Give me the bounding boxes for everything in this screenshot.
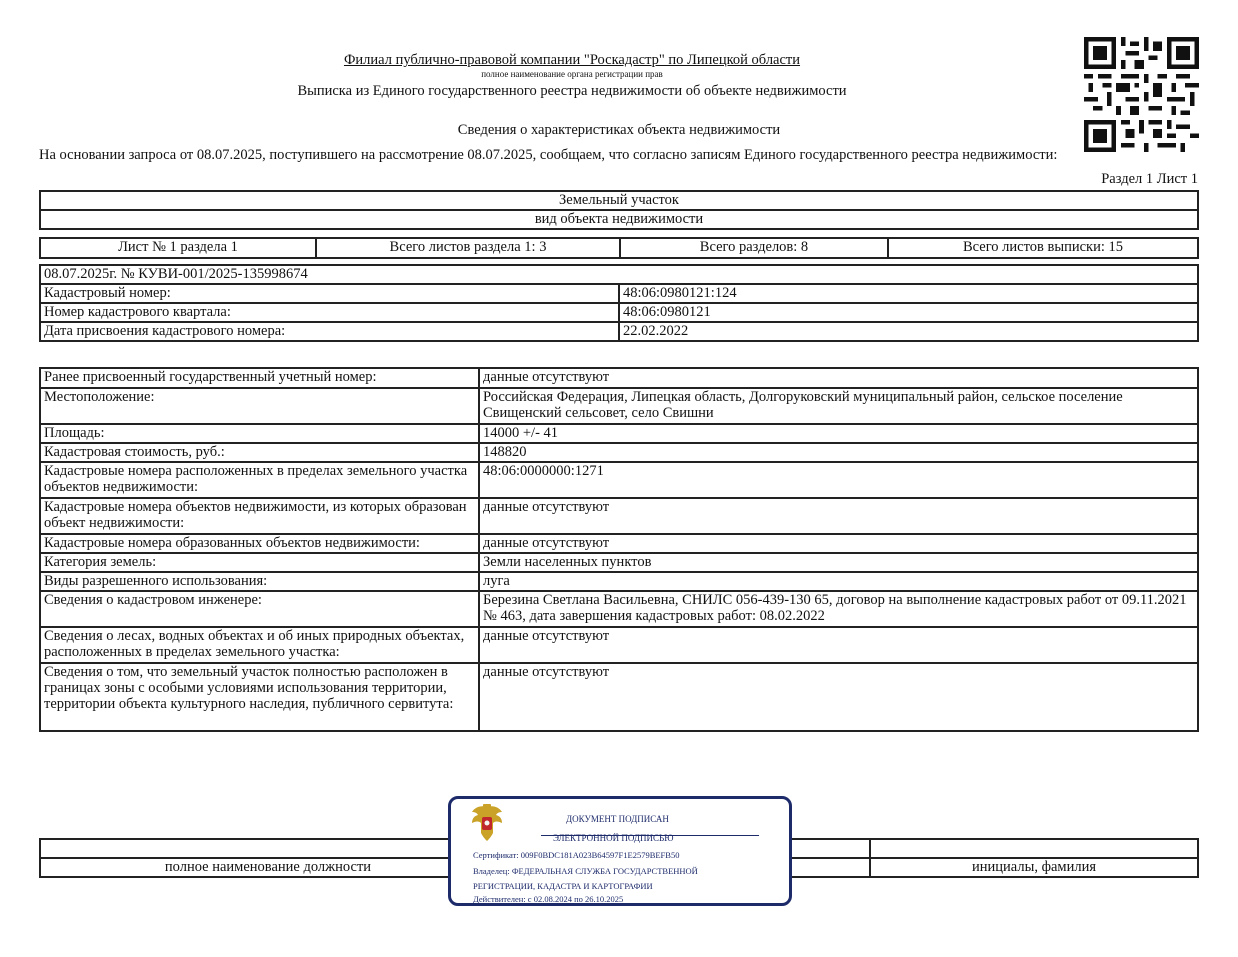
table-row — [40, 627, 1198, 663]
electronic-signature-stamp — [448, 796, 792, 906]
row-label: Сведения о кадастровом инженере: — [40, 591, 479, 627]
row-value: Российская Федерация, Липецкая область, Долгоруковский муниципальный район, сельское поселение Свищенский сельсовет, село Свишни — [479, 388, 1198, 424]
table-row — [40, 462, 1198, 498]
table-row — [40, 553, 1198, 572]
record-number: 08.07.2025г. № КУВИ-001/2025-135998674 — [40, 265, 1198, 284]
table-row — [40, 368, 1198, 388]
sheet-number: Лист № 1 раздела 1 — [40, 238, 316, 258]
section-title: Сведения о характеристиках объекта недвижимости — [457, 122, 781, 138]
row-value: 48:06:0980121 — [619, 303, 1198, 322]
row-value: данные отсутствуют — [479, 498, 1198, 534]
organization-name: Филиал публично-правовой компании "Роскадастр" по Липецкой области — [343, 52, 801, 68]
table-row — [40, 388, 1198, 424]
row-label: Номер кадастрового квартала: — [40, 303, 619, 322]
row-value: данные отсутствуют — [479, 534, 1198, 553]
row-value: 148820 — [479, 443, 1198, 462]
identifiers-table — [39, 264, 1199, 342]
table-row — [40, 424, 1198, 443]
row-label: Сведения о лесах, водных объектах и об иных природных объектах, расположенных в пределах земельного участка: — [40, 627, 479, 663]
row-value: данные отсутствуют — [479, 663, 1198, 731]
extract-sheets-total: Всего листов выписки: 15 — [888, 238, 1198, 258]
qr-code-icon — [1084, 37, 1199, 152]
table-row — [40, 303, 1198, 322]
row-label: Кадастровые номера образованных объектов недвижимости: — [40, 534, 479, 553]
table-row — [40, 322, 1198, 341]
row-label: Кадастровый номер: — [40, 284, 619, 303]
object-type-table — [39, 190, 1199, 230]
stamp-owner-2: РЕГИСТРАЦИИ, КАДАСТРА И КАРТОГРАФИИ — [473, 881, 653, 891]
coat-of-arms-icon — [469, 803, 505, 843]
row-label: Ранее присвоенный государственный учетный номер: — [40, 368, 479, 388]
row-value: 14000 +/- 41 — [479, 424, 1198, 443]
characteristics-table — [39, 367, 1199, 732]
position-field — [40, 839, 496, 858]
document-title: Выписка из Единого государственного реестра недвижимости об объекте недвижимости — [297, 83, 847, 99]
organization-caption: полное наименование органа регистрации прав — [481, 69, 663, 79]
row-label: Площадь: — [40, 424, 479, 443]
sheets-info-table — [39, 237, 1199, 259]
table-row — [40, 591, 1198, 627]
row-value: данные отсутствуют — [479, 368, 1198, 388]
table-row — [40, 663, 1198, 731]
object-type: Земельный участок — [40, 191, 1198, 210]
row-label: Дата присвоения кадастрового номера: — [40, 322, 619, 341]
row-value: 48:06:0000000:1271 — [479, 462, 1198, 498]
row-value: луга — [479, 572, 1198, 591]
row-value: 48:06:0980121:124 — [619, 284, 1198, 303]
row-value: Березина Светлана Васильевна, СНИЛС 056-439-130 65, договор на выполнение кадастровых работ от 09.11.2021 № 463, дата завершения кадастровых работ: 08.02.2022 — [479, 591, 1198, 627]
basis-text: На основании запроса от 08.07.2025, поступившего на рассмотрение 08.07.2025, сообщаем, что согласно записям Единого государственного реестра недвижимости: — [39, 147, 1058, 163]
row-value: данные отсутствуют — [479, 627, 1198, 663]
stamp-certificate: Сертификат: 009F0BDC181A023B64597F1E2579BEFB50 — [473, 850, 680, 860]
row-value: 22.02.2022 — [619, 322, 1198, 341]
section-sheet-label: Раздел 1 Лист 1 — [1101, 171, 1198, 187]
row-label: Виды разрешенного использования: — [40, 572, 479, 591]
row-label: Кадастровые номера объектов недвижимости, из которых образован объект недвижимости: — [40, 498, 479, 534]
section-sheets-total: Всего листов раздела 1: 3 — [316, 238, 620, 258]
table-row — [40, 498, 1198, 534]
stamp-line-1: ДОКУМЕНТ ПОДПИСАН — [566, 814, 669, 824]
row-label: Сведения о том, что земельный участок полностью расположен в границах зоны с особыми условиями использования территории, территории объекта культурного наследия, публичного сервитута: — [40, 663, 479, 731]
stamp-valid: Действителен: с 02.08.2024 по 26.10.2025 — [473, 894, 624, 904]
row-value: Земли населенных пунктов — [479, 553, 1198, 572]
table-row — [40, 572, 1198, 591]
stamp-line-2: ЭЛЕКТРОННОЙ ПОДПИСЬЮ — [553, 833, 674, 843]
name-caption: инициалы, фамилия — [870, 858, 1198, 877]
table-row — [40, 534, 1198, 553]
position-caption: полное наименование должности — [40, 858, 496, 877]
row-label: Местоположение: — [40, 388, 479, 424]
object-type-caption: вид объекта недвижимости — [40, 210, 1198, 229]
row-label: Кадастровые номера расположенных в пределах земельного участка объектов недвижимости: — [40, 462, 479, 498]
table-row — [40, 284, 1198, 303]
row-label: Категория земель: — [40, 553, 479, 572]
row-label: Кадастровая стоимость, руб.: — [40, 443, 479, 462]
table-row — [40, 443, 1198, 462]
sections-total: Всего разделов: 8 — [620, 238, 888, 258]
stamp-owner-1: Владелец: ФЕДЕРАЛЬНАЯ СЛУЖБА ГОСУДАРСТВЕННОЙ — [473, 866, 698, 876]
name-field — [870, 839, 1198, 858]
